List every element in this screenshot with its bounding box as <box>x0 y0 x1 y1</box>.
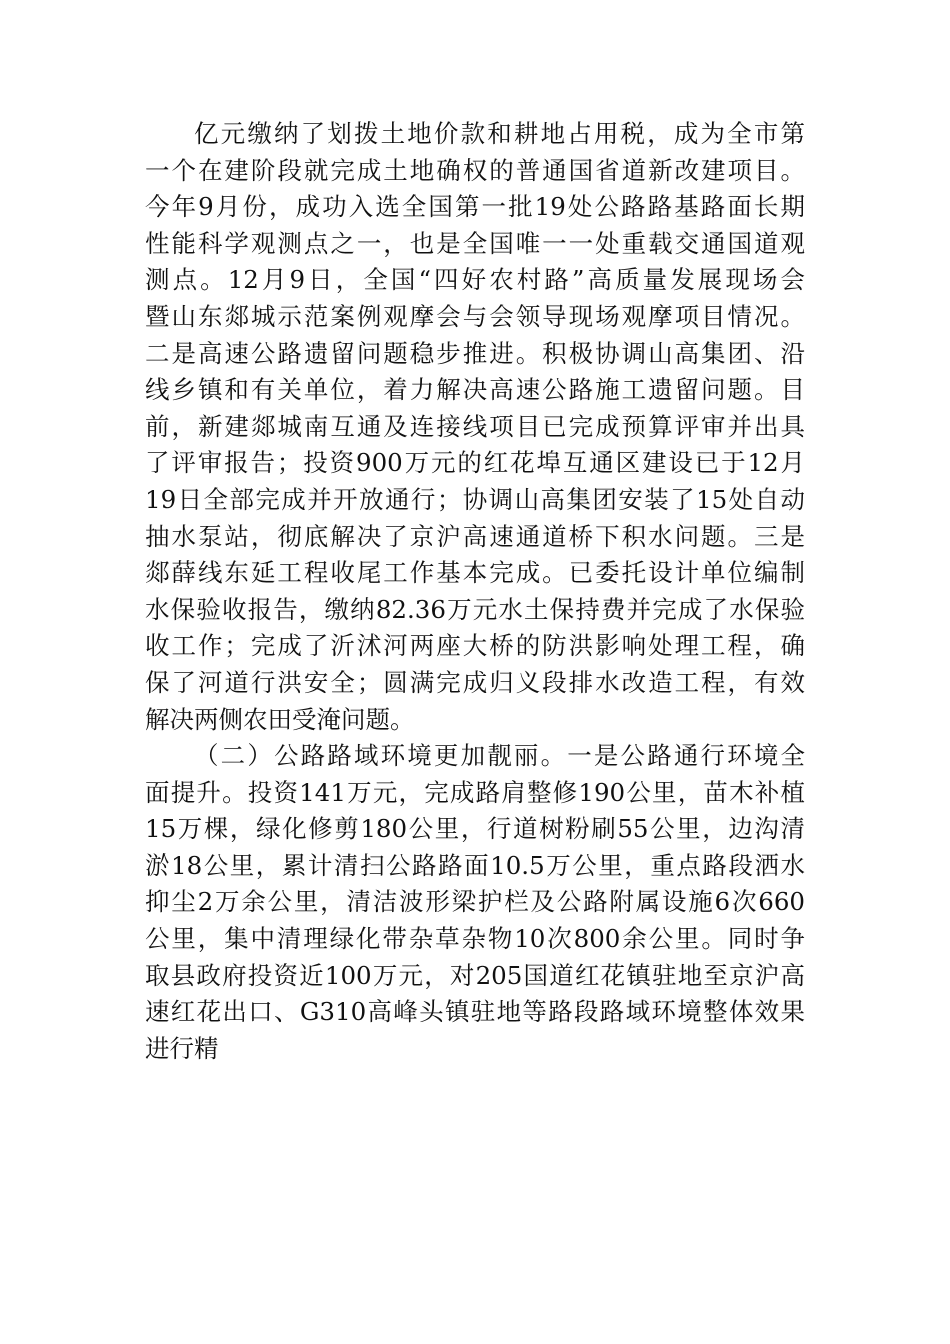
text-line: 一个在建阶段就完成土地确权的普通国省道新改建项目。 <box>145 155 805 185</box>
paragraph-1 <box>145 116 805 738</box>
text-line: 淤18公里，累计清扫公路路面10.5万公里，重点路段洒水 <box>145 850 805 880</box>
paragraph-2 <box>145 738 805 1067</box>
text-line: 抽水泵站，彻底解决了京沪高速通道桥下积水问题。三是 <box>145 521 805 551</box>
text-line: 收工作；完成了沂沭河两座大桥的防洪影响处理工程，确 <box>145 631 805 661</box>
text-line: 测点。12月9日，全国“四好农村路”高质量发展现场会 <box>145 265 805 295</box>
text-line: 水保验收报告，缴纳82.36万元水土保持费并完成了水保验 <box>145 594 805 624</box>
text-line: 抑尘2万余公里，清洁波形梁护栏及公路附属设施6次660 <box>145 887 805 917</box>
text-line: 线乡镇和有关单位，着力解决高速公路施工遗留问题。目 <box>145 375 805 405</box>
text-line: 亿元缴纳了划拨土地价款和耕地占用税，成为全市第 <box>194 119 805 148</box>
text-line: 解决两侧农田受淹问题。 <box>145 704 415 734</box>
text-line: 进行精 <box>145 1033 219 1063</box>
text-line: 速红花出口、G310高峰头镇驻地等路段路域环境整体效果 <box>145 997 805 1027</box>
text-line: 今年9月份，成功入选全国第一批19处公路路基路面长期 <box>145 192 805 222</box>
text-line: 公里，集中清理绿化带杂草杂物10次800余公里。同时争 <box>145 924 805 954</box>
text-line: 19日全部完成并开放通行；协调山高集团安装了15处自动 <box>145 484 805 514</box>
text-line: 了评审报告；投资900万元的红花埠互通区建设已于12月 <box>145 448 805 478</box>
document-body <box>145 116 805 1067</box>
text-line: 郯薛线东延工程收尾工作基本完成。已委托设计单位编制 <box>145 558 805 588</box>
text-line: 取县政府投资近100万元，对205国道红花镇驻地至京沪高 <box>145 960 805 990</box>
text-line: 保了河道行洪安全；圆满完成归义段排水改造工程，有效 <box>145 667 805 697</box>
text-line: 前，新建郯城南互通及连接线项目已完成预算评审并出具 <box>145 411 805 441</box>
text-line: 面提升。投资141万元，完成路肩整修190公里，苗木补植 <box>145 777 805 807</box>
text-line: 二是高速公路遗留问题稳步推进。积极协调山高集团、沿 <box>145 338 805 368</box>
text-line: 15万棵，绿化修剪180公里，行道树粉刷55公里，边沟清 <box>145 814 805 844</box>
section-heading-line: （二）公路路域环境更加靓丽。一是公路通行环境全 <box>194 741 805 771</box>
text-line: 性能科学观测点之一，也是全国唯一一处重载交通国道观 <box>145 228 805 258</box>
text-line: 暨山东郯城示范案例观摩会与会领导现场观摩项目情况。 <box>145 301 805 331</box>
